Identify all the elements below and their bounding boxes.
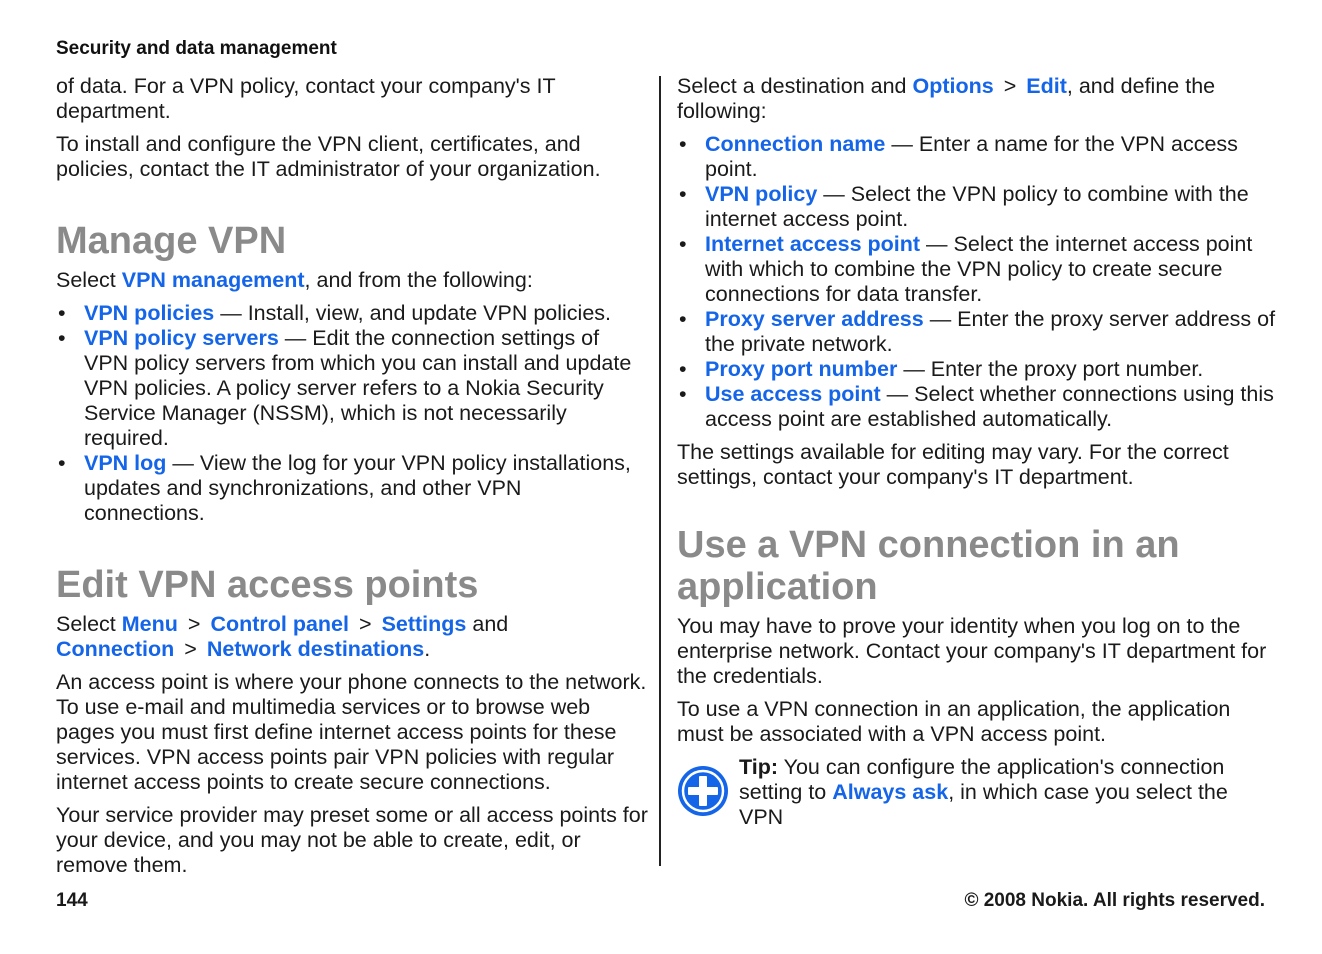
internet-access-point-link[interactable]: Internet access point	[705, 232, 921, 256]
list-item: • VPN log — View the log for your VPN policy installations, updates and synchronizations, and other VPN connections.	[56, 451, 648, 526]
settings-link[interactable]: Settings	[381, 612, 467, 636]
manage-vpn-list	[56, 301, 648, 526]
list-item: • Proxy server address — Enter the proxy server address of the private network.	[677, 307, 1277, 357]
vpn-log-link[interactable]: VPN log	[84, 451, 167, 475]
edit-select-path: Select Menu > Control panel > Settings and Connection > Network destinations.	[56, 612, 509, 661]
tip-text: Tip: You can configure the application's connection setting to Always ask, in which case you select the VPN	[739, 755, 1228, 829]
proxy-port-number-link[interactable]: Proxy port number	[705, 357, 898, 381]
tip-box	[677, 755, 1277, 830]
network-destinations-link[interactable]: Network destinations	[206, 637, 425, 661]
menu-link[interactable]: Menu	[121, 612, 178, 636]
control-panel-link[interactable]: Control panel	[210, 612, 349, 636]
list-item: • Internet access point — Select the internet access point with which to combine the VPN policy to create secure connections for data transfer.	[677, 232, 1277, 307]
edit-link[interactable]: Edit	[1026, 74, 1067, 98]
column-divider	[659, 76, 661, 866]
manage-vpn-heading: Manage VPN	[56, 220, 287, 262]
access-point-settings-list	[677, 132, 1277, 432]
edit-vpn-access-points-heading: Edit VPN access points	[56, 564, 479, 606]
list-item: • Connection name — Enter a name for the VPN access point.	[677, 132, 1277, 182]
identity-paragraph: You may have to prove your identity when you log on to the enterprise network. Contact your company's IT department for the credentials.	[677, 614, 1267, 688]
list-item: • VPN policy servers — Edit the connection settings of VPN policy servers from which you can install and update VPN policies. A policy server refers to a Nokia Security Service Manager (NSSM), which is not necessarily required.	[56, 326, 648, 451]
connection-link[interactable]: Connection	[56, 637, 175, 661]
destination-line: Select a destination and Options > Edit, and define the following:	[677, 74, 1216, 123]
vpn-management-link[interactable]: VPN management	[121, 268, 305, 292]
plus-circle-icon	[677, 765, 729, 817]
vpn-policies-link[interactable]: VPN policies	[84, 301, 215, 325]
list-item: • Use access point — Select whether connections using this access point are established automatically.	[677, 382, 1277, 432]
use-access-point-link[interactable]: Use access point	[705, 382, 881, 406]
left-column	[56, 74, 648, 886]
vpn-policy-link[interactable]: VPN policy	[705, 182, 818, 206]
right-column	[677, 74, 1277, 830]
service-provider-paragraph: Your service provider may preset some or all access points for your device, and you may not be able to create, edit, or remove them.	[56, 803, 648, 877]
list-item: • Proxy port number — Enter the proxy port number.	[677, 357, 1277, 382]
copyright-notice: © 2008 Nokia. All rights reserved.	[964, 890, 1265, 911]
use-vpn-connection-heading: Use a VPN connection in an application	[677, 524, 1180, 608]
vpn-policy-servers-link[interactable]: VPN policy servers	[84, 326, 279, 350]
connection-name-link[interactable]: Connection name	[705, 132, 886, 156]
tip-label: Tip:	[739, 755, 779, 779]
install-paragraph: To install and configure the VPN client, certificates, and policies, contact the IT administrator of your organization.	[56, 132, 601, 181]
intro-paragraph: of data. For a VPN policy, contact your company's IT department.	[56, 74, 556, 123]
association-paragraph: To use a VPN connection in an application, the application must be associated with a VPN access point.	[677, 697, 1231, 746]
running-header: Security and data management	[56, 38, 337, 59]
proxy-server-address-link[interactable]: Proxy server address	[705, 307, 924, 331]
settings-note-paragraph: The settings available for editing may vary. For the correct settings, contact your company's IT department.	[677, 440, 1229, 489]
list-item: • VPN policies — Install, view, and update VPN policies.	[56, 301, 648, 326]
access-point-paragraph: An access point is where your phone connects to the network. To use e-mail and multimedia services or to browse web pages you must first define internet access points for these services. VPN access points pair VPN policies with regular internet access points to create secure connections.	[56, 670, 647, 794]
options-link[interactable]: Options	[912, 74, 994, 98]
manage-select-line: Select VPN management, and from the following:	[56, 268, 533, 292]
page-number: 144	[56, 890, 88, 911]
always-ask-link[interactable]: Always ask	[832, 780, 949, 804]
list-item: • VPN policy — Select the VPN policy to combine with the internet access point.	[677, 182, 1277, 232]
